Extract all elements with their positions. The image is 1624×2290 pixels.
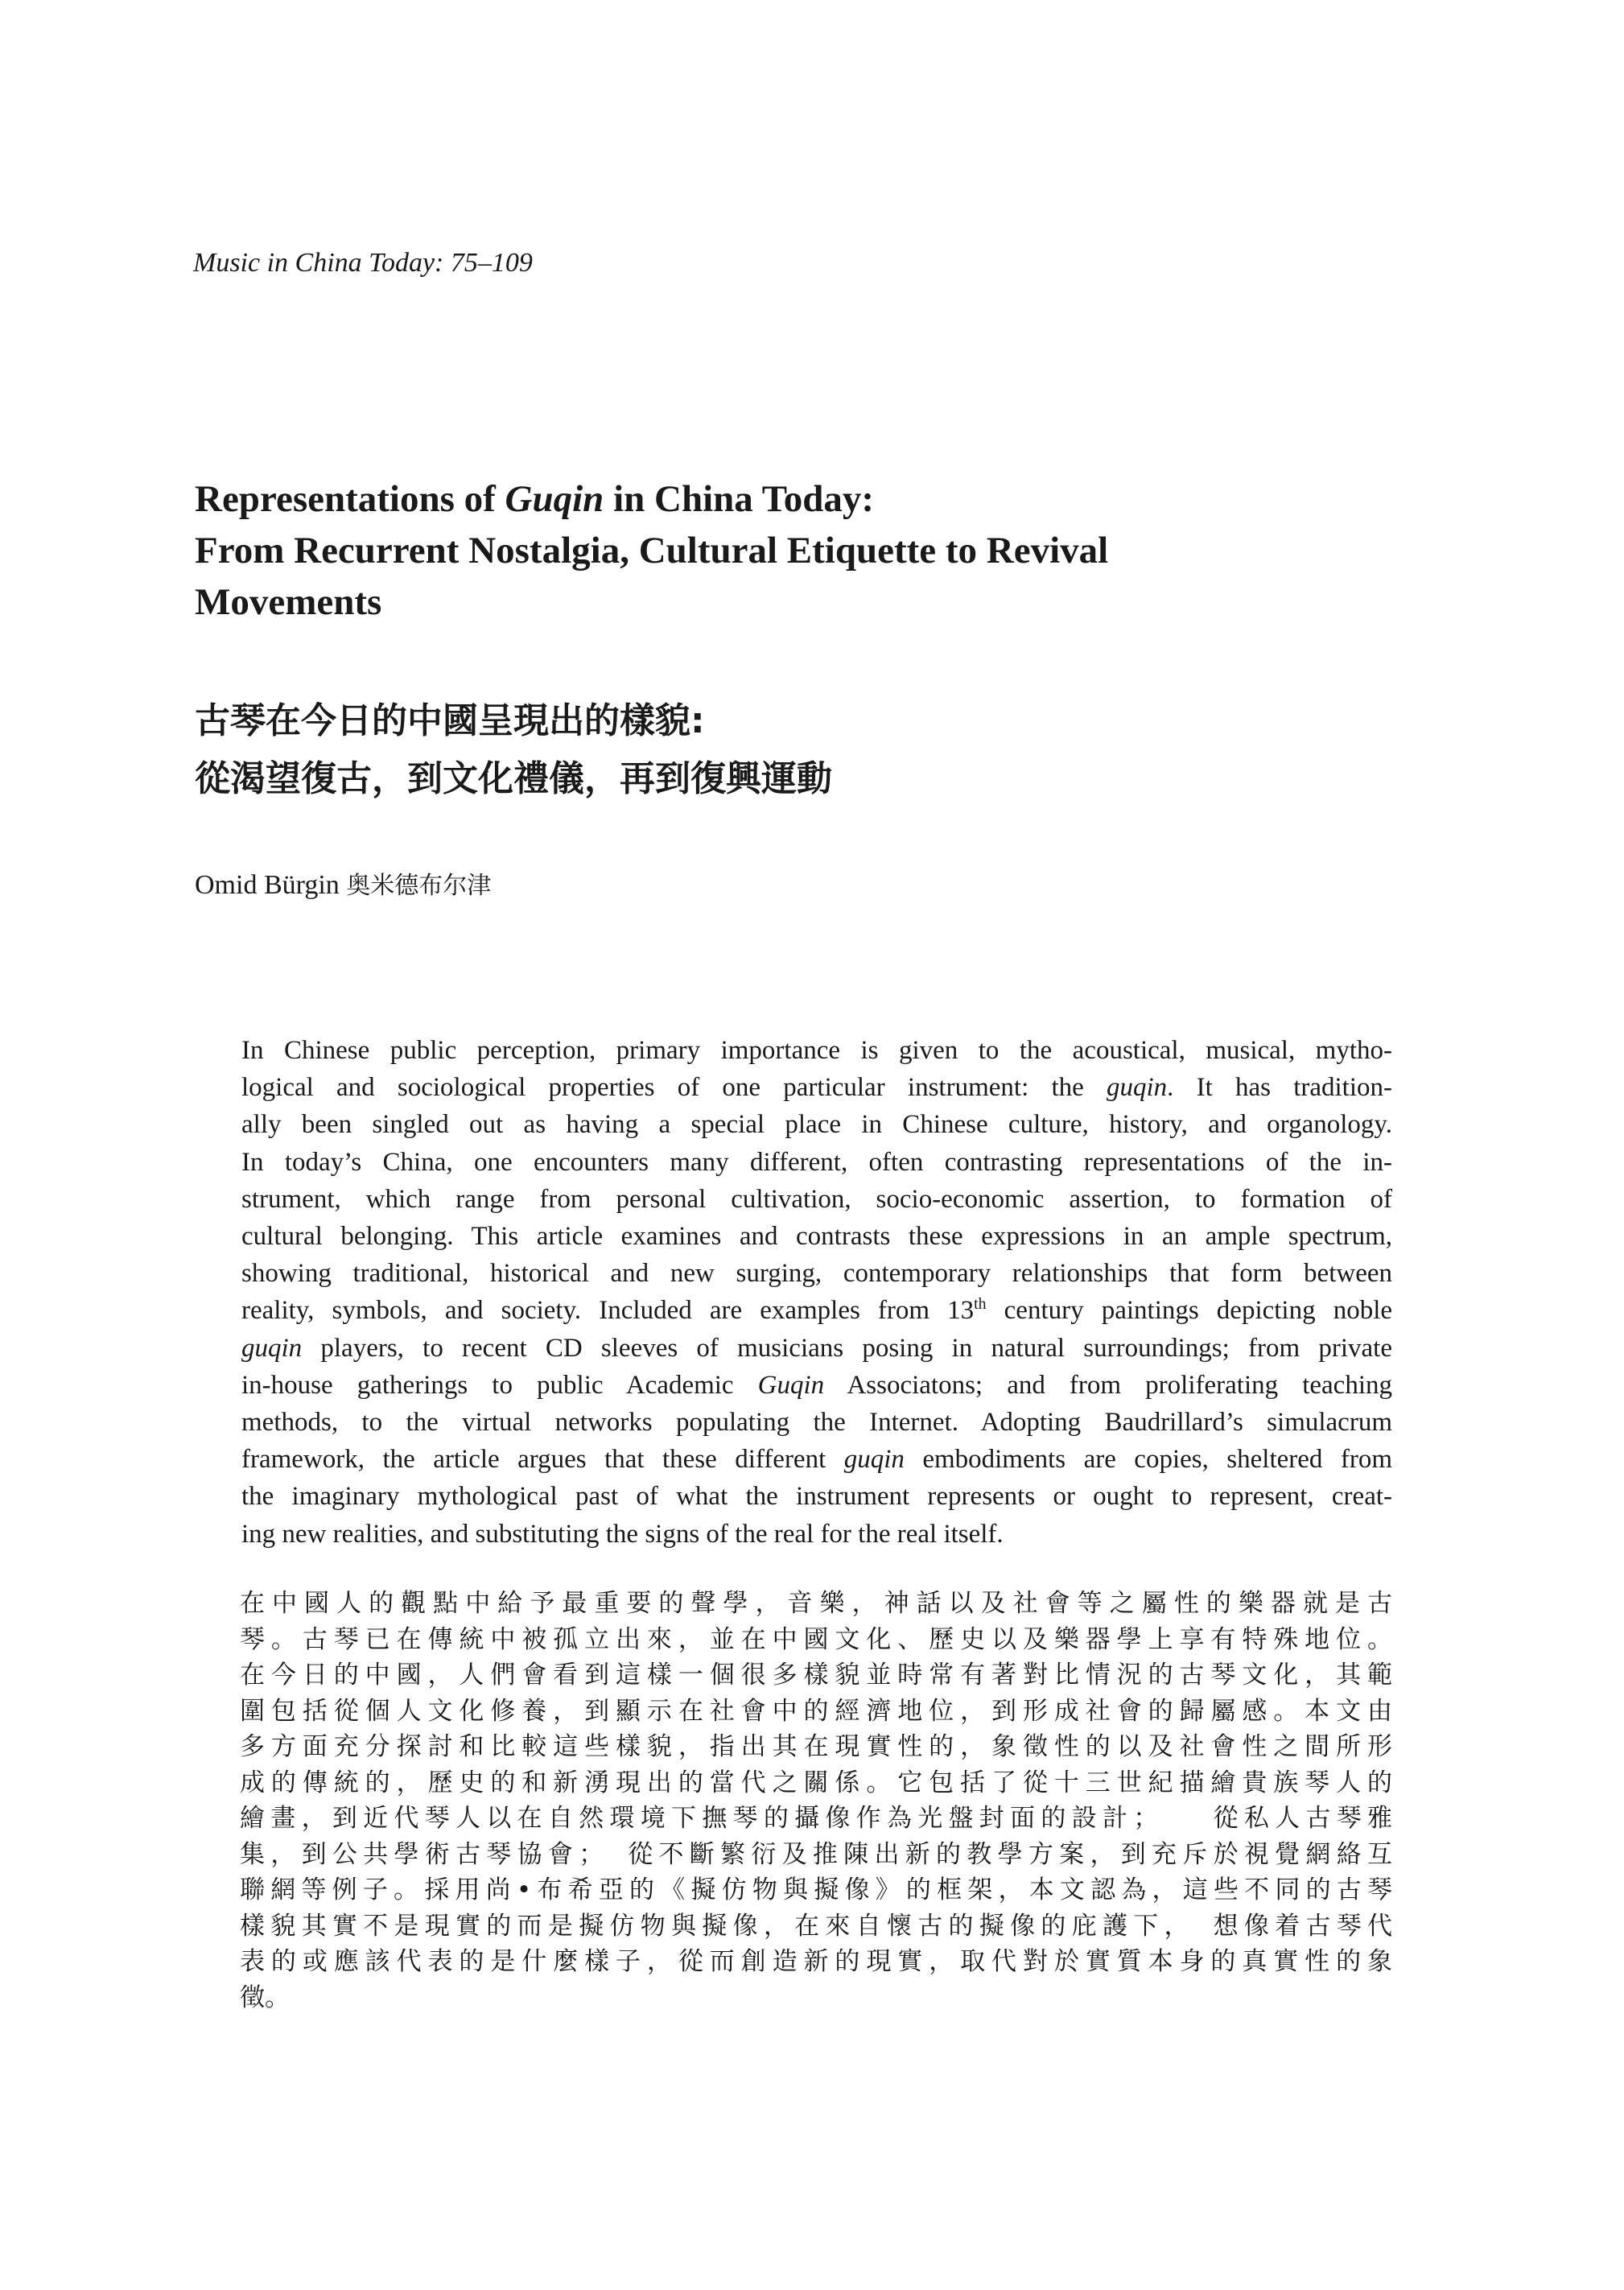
abstract-en-line: the imaginary mythological past of what the instrument represents or ought to represent, creat-: [241, 1482, 1392, 1512]
journal-citation: Music in China Today: 75–109: [193, 248, 533, 278]
article-title-chinese: [195, 692, 1450, 808]
title-line-1: Representations of Guqin in China Today:: [195, 478, 875, 520]
abstract-en-line: logical and sociological properties of one particular instrument: the guqin. It has tradition-: [241, 1073, 1392, 1103]
abstract-zh-line: 琴。古琴已在傳統中被孤立出來，並在中國文化、歷史以及樂器學上享有特殊地位。: [240, 1624, 1392, 1654]
abstract-english: [241, 1032, 1392, 1553]
abstract-zh-line: 繪畫，到近代琴人以在自然環境下撫琴的攝像作為光盤封面的設計； 從私人古琴雅: [240, 1804, 1392, 1833]
abstract-chinese: [240, 1586, 1392, 2016]
abstract-zh-line: 圍包括從個人文化修養，到顯示在社會中的經濟地位，到形成社會的歸屬感。本文由: [240, 1696, 1392, 1726]
title-line-2: From Recurrent Nostalgia, Cultural Etiquette to Revival: [195, 530, 1109, 571]
abstract-en-line: reality, symbols, and society. Included are examples from 13th century paintings depicting noble: [241, 1295, 1393, 1326]
abstract-zh-line: 多方面充分探討和比較這些樣貌，指出其在現實性的，象徵性的以及社會性之間所形: [240, 1732, 1392, 1761]
abstract-en-line: strument, which range from personal cultivation, socio-economic assertion, to formation of: [241, 1184, 1392, 1214]
author-name-chinese: 奥米德布尔津: [346, 872, 492, 900]
author-byline: [195, 865, 491, 901]
abstract-en-line: methods, to the virtual networks populating the Internet. Adopting Baudrillard’s simulacrum: [241, 1408, 1392, 1438]
abstract-zh-line: 表的或應該代表的是什麼樣子，從而創造新的現實，取代對於實質本身的真實性的象: [240, 1947, 1392, 1976]
abstract-zh-line: 徵。: [240, 1983, 290, 2012]
abstract-en-line: framework, the article argues that these different guqin embodiments are copies, sheltered from: [241, 1445, 1392, 1475]
abstract-zh-line: 集，到公共學術古琴協會； 從不斷繁衍及推陳出新的教學方案，到充斥於視覺網絡互: [240, 1839, 1392, 1869]
abstract-en-line: in-house gatherings to public Academic Guqin Associatons; and from proliferating teaching: [241, 1370, 1392, 1400]
title-line-3: Movements: [195, 581, 382, 623]
abstract-zh-line: 在今日的中國，人們會看到這樣一個很多樣貌並時常有著對比情況的古琴文化，其範: [240, 1661, 1392, 1690]
abstract-en-line: ing new realities, and substituting the signs of the real for the real itself.: [241, 1519, 1004, 1549]
abstract-en-line: ally been singled out as having a special place in Chinese culture, history, and organology.: [241, 1110, 1392, 1140]
abstract-zh-line: 在中國人的觀點中給予最重要的聲學，音樂，神話以及社會等之屬性的樂器就是古: [240, 1589, 1392, 1618]
abstract-en-line: showing traditional, historical and new surging, contemporary relationships that form between: [241, 1259, 1392, 1289]
title-zh-line-2: 從渴望復古，到文化禮儀，再到復興運動: [195, 758, 832, 799]
title-zh-line-1: 古琴在今日的中國呈現出的樣貌:: [195, 700, 705, 741]
author-name-english: Omid Bürgin: [195, 870, 340, 900]
abstract-zh-line: 成的傳統的，歷史的和新湧現出的當代之關係。它包括了從十三世紀描繪貴族琴人的: [240, 1768, 1392, 1797]
abstract-en-line: In Chinese public perception, primary importance is given to the acoustical, musical, mytho-: [241, 1036, 1392, 1065]
article-title-english: [195, 473, 1450, 628]
abstract-en-line: guqin players, to recent CD sleeves of musicians posing in natural surroundings; from private: [241, 1333, 1392, 1363]
abstract-en-line: In today’s China, one encounters many different, often contrasting representations of the in-: [241, 1147, 1392, 1177]
abstract-zh-line: 樣貌其實不是現實的而是擬仿物與擬像，在來自懷古的擬像的庇護下， 想像着古琴代: [240, 1911, 1392, 1941]
abstract-zh-line: 聯網等例子。採用尚•布希亞的《擬仿物與擬像》的框架，本文認為，這些不同的古琴: [240, 1875, 1392, 1904]
abstract-en-line: cultural belonging. This article examines and contrasts these expressions in an ample spectrum,: [241, 1222, 1392, 1252]
